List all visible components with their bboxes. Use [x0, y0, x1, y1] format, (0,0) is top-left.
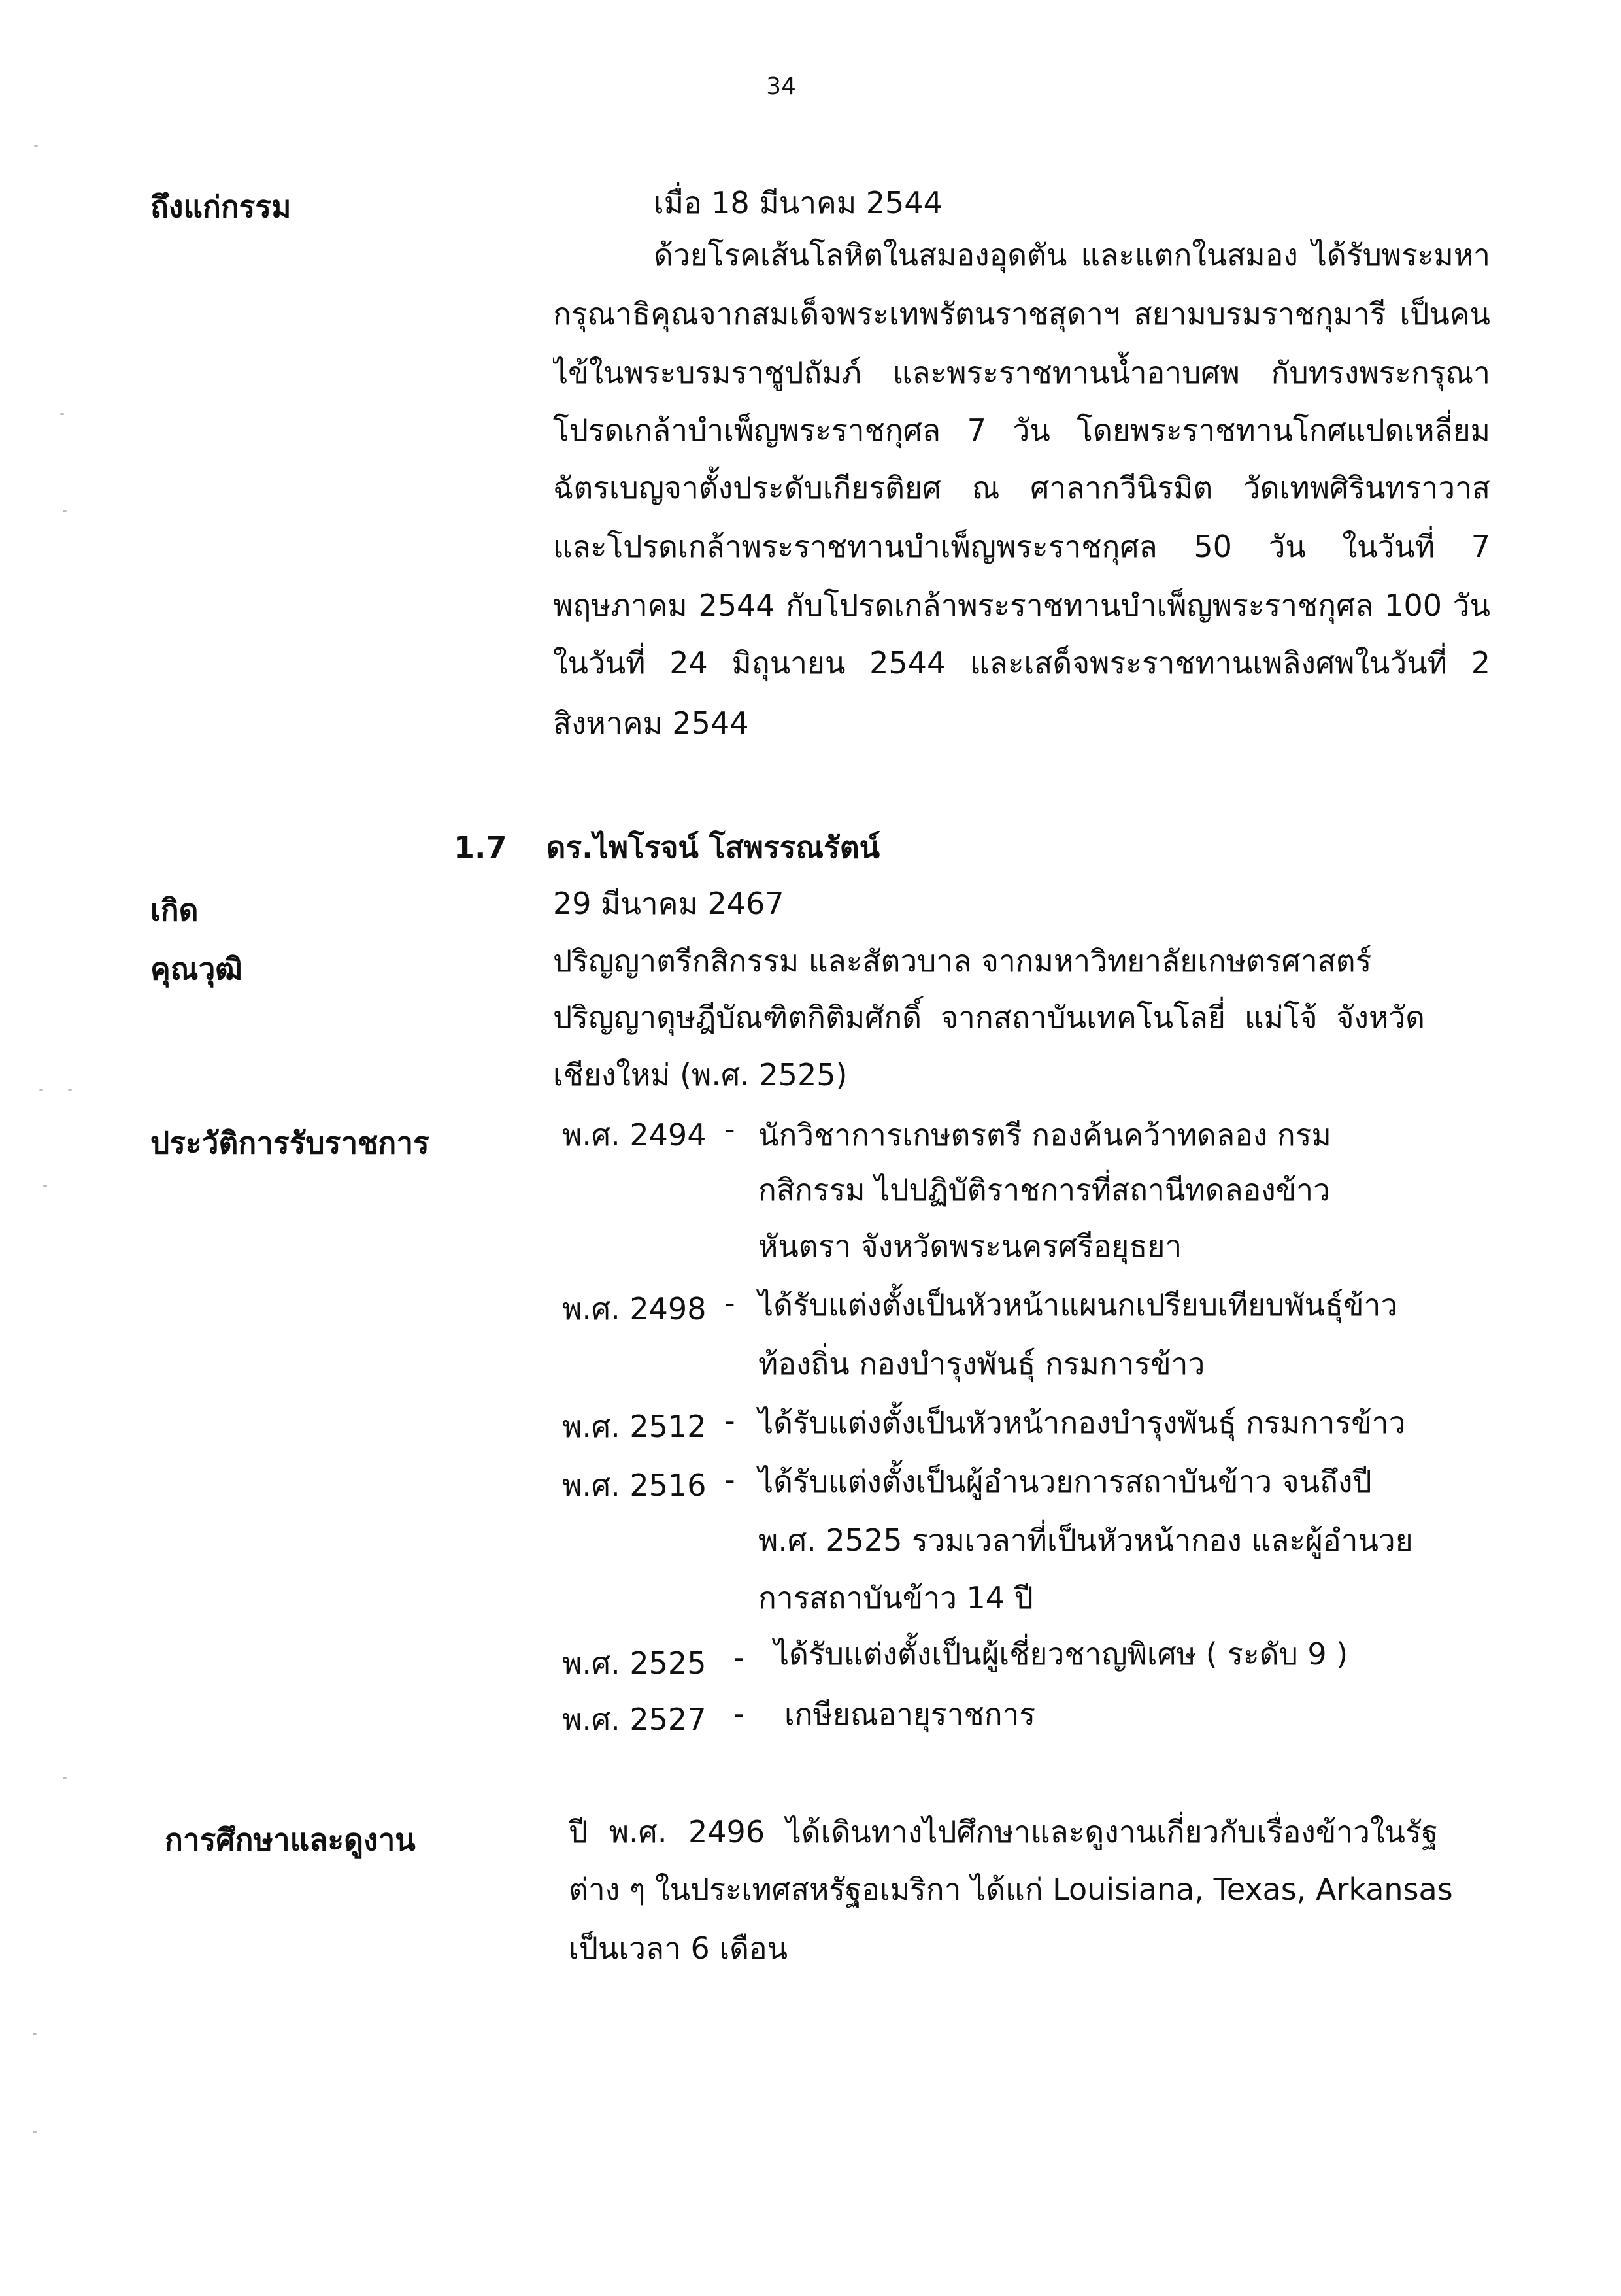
career-2516-line-1: ได้รับแต่งตั้งเป็นผู้อำนวยการสถาบันข้าว จนถึงปี: [758, 1464, 1372, 1499]
scan-speck: [68, 1089, 72, 1091]
scan-speck: [33, 2131, 37, 2133]
career-year-2498: พ.ศ. 2498: [562, 1291, 707, 1326]
career-year-2512: พ.ศ. 2512: [562, 1409, 707, 1444]
scan-speck: [43, 1185, 47, 1187]
career-dash: -: [733, 1696, 744, 1731]
death-date: เมื่อ 18 มีนาคม 2544: [654, 185, 943, 220]
study-label: การศึกษาและดูงาน: [165, 1822, 416, 1857]
career-dash: -: [733, 1640, 744, 1675]
qualifications-label: คุณวุฒิ: [150, 951, 242, 987]
career-2494-line-3: หันตรา จังหวัดพระนครศรีอยุธยา: [758, 1228, 1182, 1264]
scan-speck: [39, 1089, 43, 1091]
scan-speck: [33, 2033, 37, 2035]
death-line-4: โปรดเกล้าบำเพ็ญพระราชกุศล 7 วัน โดยพระราชทานโกศแปดเหลี่ยม: [553, 413, 1490, 448]
career-2498-line-2: ท้องถิ่น กองบำรุงพันธุ์ กรมการข้าว: [758, 1346, 1205, 1381]
study-line-2: ต่าง ๆ ในประเทศสหรัฐอเมริกา ได้แก่ Louisiana, Texas, Arkansas: [569, 1872, 1453, 1907]
study-line-3: เป็นเวลา 6 เดือน: [569, 1931, 788, 1966]
death-label: ถึงแก่กรรม: [150, 189, 292, 224]
career-2516-line-2: พ.ศ. 2525 รวมเวลาที่เป็นหัวหน้ากอง และผู้อำนวย: [758, 1523, 1413, 1558]
career-2498-line-1: ได้รับแต่งตั้งเป็นหัวหน้าแผนกเปรียบเทียบพันธุ์ข้าว: [758, 1287, 1398, 1323]
career-2512-line-1: ได้รับแต่งตั้งเป็นหัวหน้ากองบำรุงพันธุ์ กรมการข้าว: [758, 1405, 1406, 1440]
scan-speck: [34, 145, 38, 147]
qualification-line-1: ปริญญาตรีกสิกรรม และสัตวบาล จากมหาวิทยาลัยเกษตรศาสตร์: [553, 943, 1372, 979]
career-2527-line-1: เกษียณอายุราชการ: [784, 1697, 1036, 1732]
career-year-2494: พ.ศ. 2494: [562, 1117, 707, 1153]
career-2494-line-2: กสิกรรม ไปปฏิบัติราชการที่สถานีทดลองข้าว: [758, 1172, 1330, 1207]
born-label: เกิด: [150, 892, 199, 928]
scan-speck: [63, 1777, 67, 1779]
death-line-1: ด้วยโรคเส้นโลหิตในสมองอุดตัน และแตกในสมอง ได้รับพระมหา: [654, 237, 1490, 273]
career-year-2527: พ.ศ. 2527: [562, 1702, 707, 1737]
section-name: ดร.ไพโรจน์ โสพรรณรัตน์: [546, 830, 880, 865]
death-line-2: กรุณาธิคุณจากสมเด็จพระเทพรัตนราชสุดาฯ สยามบรมราชกุมารี เป็นคน: [553, 296, 1490, 331]
scan-speck: [63, 510, 67, 512]
section-heading: [454, 824, 880, 871]
qualification-line-3: เชียงใหม่ (พ.ศ. 2525): [553, 1057, 848, 1092]
death-line-7: พฤษภาคม 2544 กับโปรดเกล้าพระราชทานบำเพ็ญพระราชกุศล 100 วัน: [553, 588, 1490, 623]
section-number: 1.7: [454, 830, 507, 865]
death-line-8: ในวันที่ 24 มิถุนายน 2544 และเสด็จพระราชทานเพลิงศพในวันที่ 2: [553, 645, 1490, 681]
career-2525-line-1: ได้รับแต่งตั้งเป็นผู้เชี่ยวชาญพิเศษ ( ระดับ 9 ): [774, 1636, 1348, 1672]
death-line-6: และโปรดเกล้าพระราชทานบำเพ็ญพระราชกุศล 50 วัน ในวันที่ 7: [553, 529, 1490, 564]
scan-speck: [60, 413, 64, 415]
death-line-5: ฉัตรเบญจาตั้งประดับเกียรติยศ ณ ศาลากวีนิรมิต วัดเทพศิรินทราวาส: [553, 470, 1490, 505]
career-dash: -: [724, 1403, 735, 1438]
page-number: 34: [766, 73, 796, 100]
career-dash: -: [724, 1111, 735, 1147]
career-dash: -: [724, 1285, 735, 1321]
career-year-2516: พ.ศ. 2516: [562, 1468, 707, 1503]
born-value: 29 มีนาคม 2467: [553, 886, 784, 921]
career-year-2525: พ.ศ. 2525: [562, 1646, 707, 1681]
death-line-9: สิงหาคม 2544: [553, 705, 749, 741]
qualification-line-2: ปริญญาดุษฎีบัณฑิตกิติมศักดิ์ จากสถาบันเทคโนโลยี่ แม่โจ้ จังหวัด: [553, 1000, 1425, 1035]
career-2494-line-1: นักวิชาการเกษตรตรี กองค้นคว้าทดลอง กรม: [758, 1117, 1331, 1153]
career-label: ประวัติการรับราชการ: [150, 1125, 429, 1160]
career-dash: -: [724, 1462, 735, 1497]
study-line-1: ปี พ.ศ. 2496 ได้เดินทางไปศึกษาและดูงานเกี่ยวกับเรื่องข้าวในรัฐ: [569, 1814, 1438, 1849]
death-line-3: ไข้ในพระบรมราชูปถัมภ์ และพระราชทานน้ำอาบศพ กับทรงพระกรุณา: [553, 355, 1490, 390]
career-2516-line-3: การสถาบันข้าว 14 ปี: [758, 1580, 1033, 1615]
